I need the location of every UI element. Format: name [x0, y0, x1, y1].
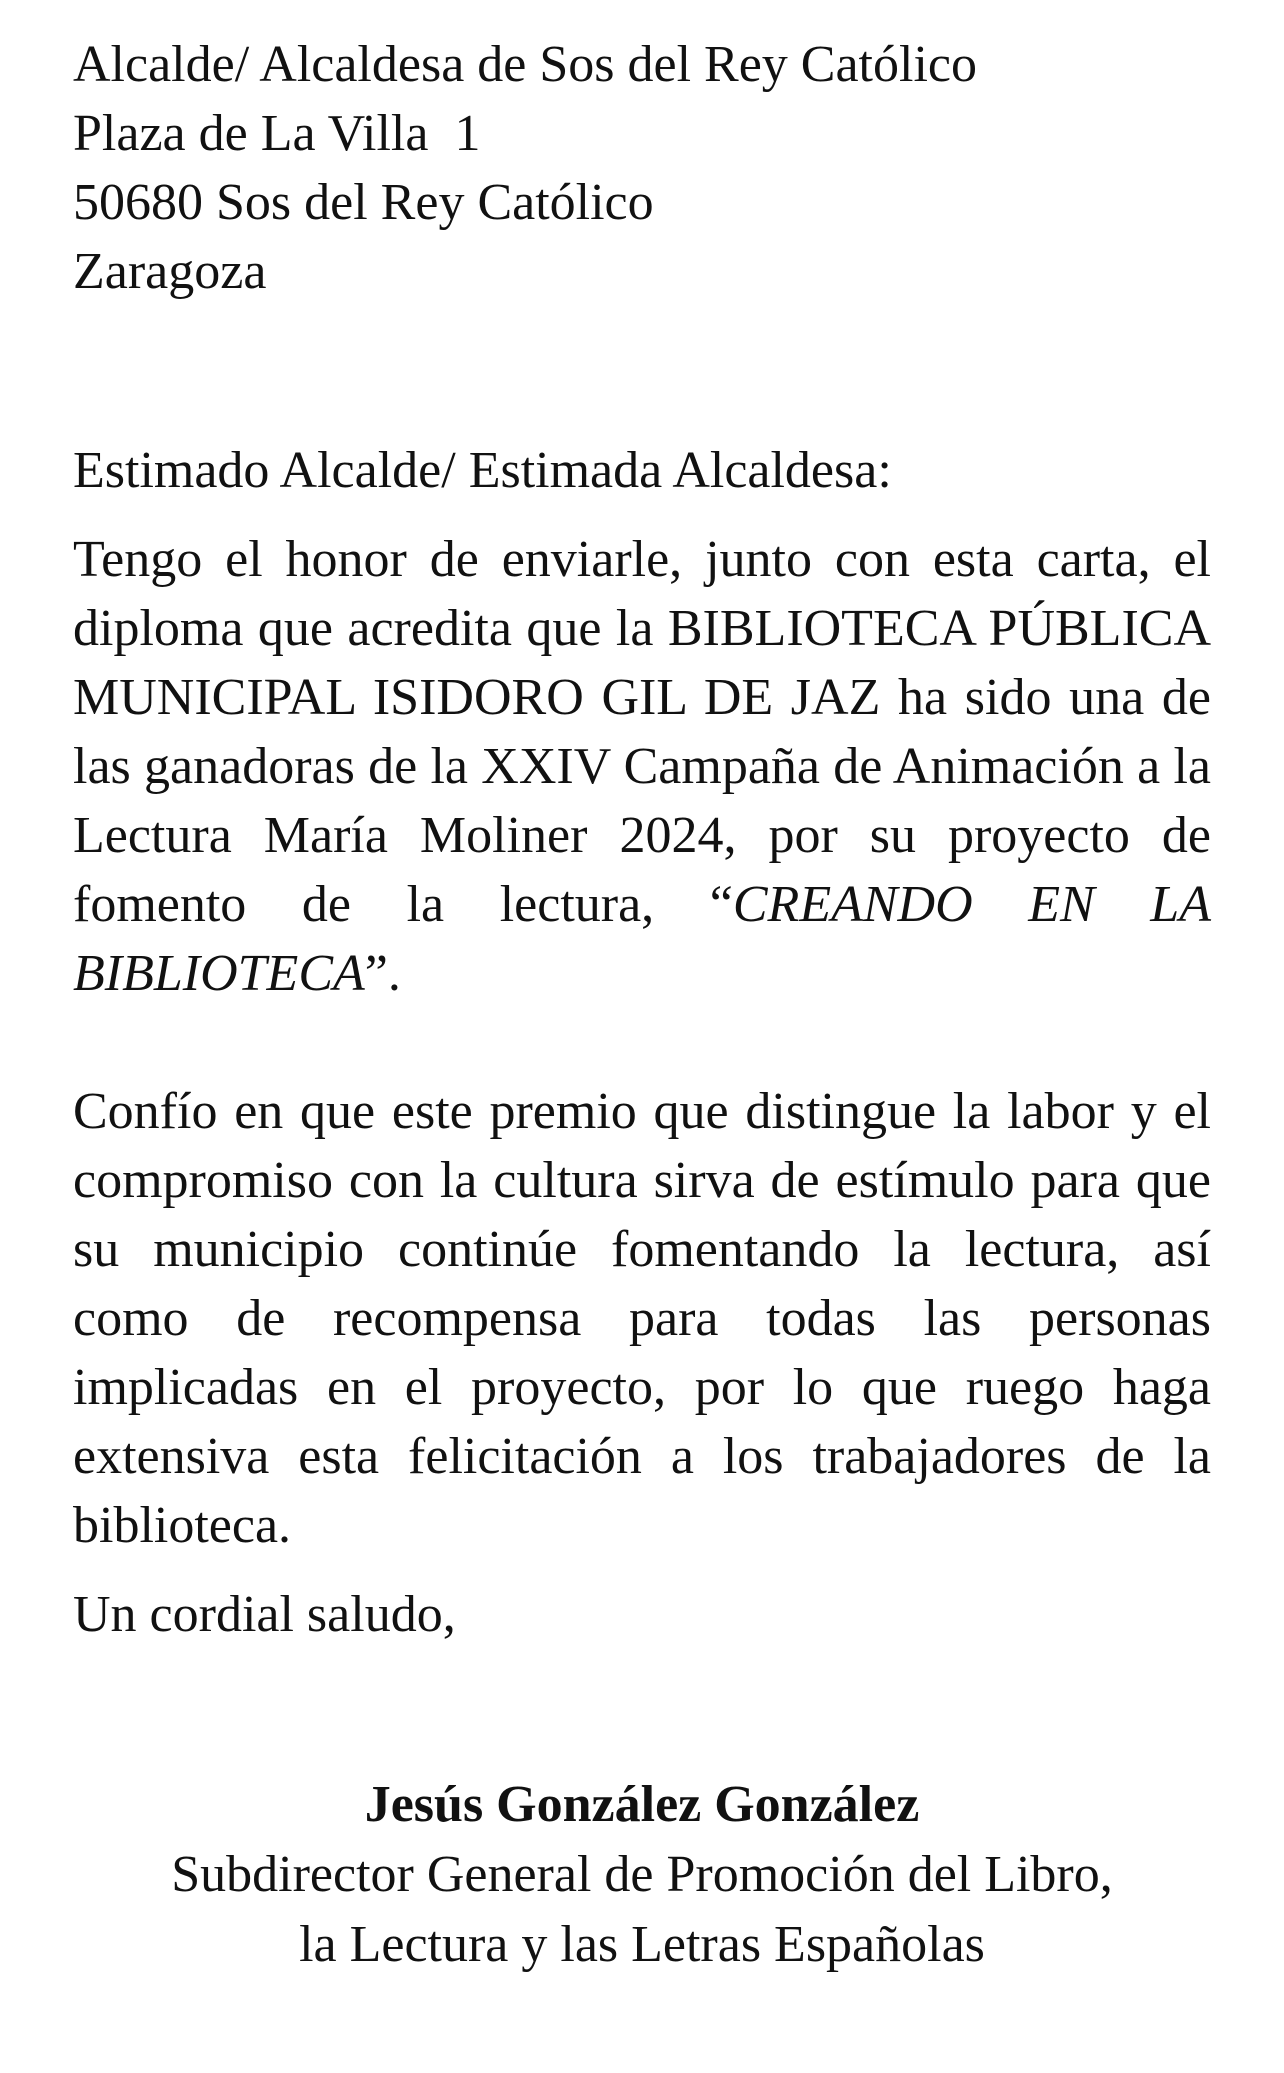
- recipient-address: [73, 30, 1211, 306]
- address-line-street: Plaza de La Villa 1: [73, 105, 481, 162]
- signatory-role-line2: la Lectura y las Letras Españolas: [299, 1916, 985, 1973]
- project-title: CREANDO EN LA BIBLIOTECA: [73, 876, 1211, 1002]
- address-line-recipient: Alcalde/ Alcaldesa de Sos del Rey Católico: [73, 36, 977, 93]
- address-line-province: Zaragoza: [73, 243, 267, 300]
- paragraph-award-end: ”.: [364, 945, 401, 1002]
- signatory-role-line1: Subdirector General de Promoción del Libro,: [171, 1846, 1113, 1903]
- address-line-postal-city: 50680 Sos del Rey Católico: [73, 174, 654, 231]
- paragraph-congratulations: Confío en que este premio que distingue la labor y el compromiso con la cultura sirva de estímulo para que su municipio continúe fomentando la lectura, así como de recompensa para todas las personas implicadas en el proyecto, por lo que ruego haga extensiva esta felicitación a los trabajadores de la biblioteca.: [73, 1083, 1211, 1554]
- signatory-name: Jesús González González: [364, 1776, 920, 1833]
- signature-block: [0, 1770, 1284, 1980]
- letter-body: [73, 30, 1211, 1649]
- paragraph-award: [73, 525, 1211, 1008]
- salutation: Estimado Alcalde/ Estimada Alcaldesa:: [73, 442, 892, 499]
- closing: Un cordial saludo,: [73, 1586, 456, 1643]
- paragraph-award-text: Tengo el honor de enviarle, junto con esta carta, el diploma que acredita que la BIBLIOTECA PÚBLICA MUNICIPAL ISIDORO GIL DE JAZ ha sido una de las ganadoras de la XXIV Campaña de Animación a la Lectura María Moliner 2024, por su proyecto de fomento de la lectura, “: [73, 531, 1211, 933]
